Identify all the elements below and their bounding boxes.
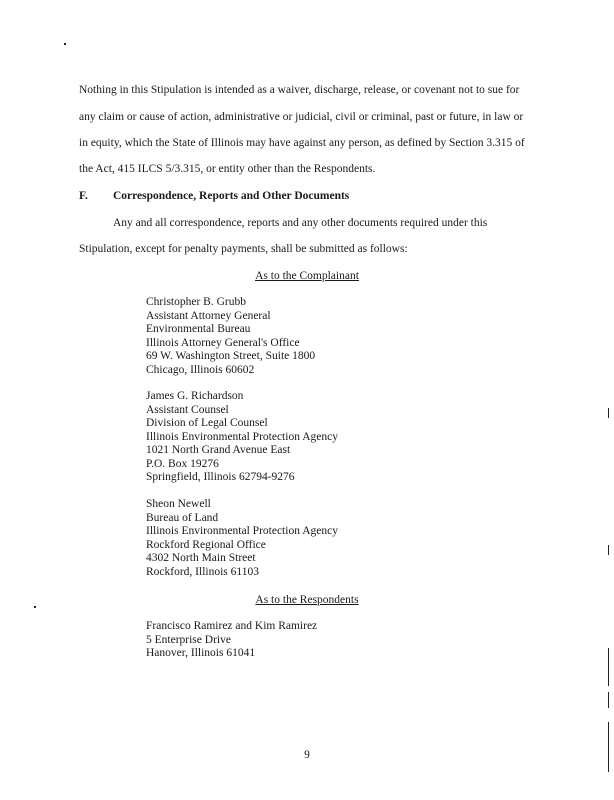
address-block-grubb [146,296,315,377]
address-line: Assistant Counsel [146,403,229,416]
address-line: Hanover, Illinois 61041 [146,647,256,659]
address-line: Rockford Regional Office [146,538,266,551]
complainant-heading: As to the Complainant [255,270,359,282]
scan-dot [64,43,66,45]
address-line: 4302 North Main Street [146,552,256,564]
address-line: Chicago, Illinois 60602 [146,363,255,376]
intro-line-1: Any and all correspondence, reports and any other documents required under this [113,217,488,229]
address-block-ramirez [146,620,317,661]
page-number: 9 [304,749,310,761]
paragraph-line-4: the Act, 415 ILCS 5/3.315, or entity other than the Respondents. [79,163,376,175]
address-line: 5 Enterprise Drive [146,633,231,646]
address-line: Christopher B. Grubb [146,296,246,308]
paragraph-line-1: Nothing in this Stipulation is intended as a waiver, discharge, release, or covenant not to sue for [79,84,520,96]
address-line: 69 W. Washington Street, Suite 1800 [146,350,316,362]
scan-mark [608,408,609,418]
address-line: Rockford, Illinois 61103 [146,565,259,578]
address-line: Illinois Attorney General's Office [146,336,300,349]
address-line: Francisco Ramirez and Kim Ramirez [146,620,318,632]
paragraph-line-2: any claim or cause of action, administrative or judicial, civil or criminal, past or future, in law or [79,111,524,123]
scan-dot [34,606,36,608]
address-line: Springfield, Illinois 62794-9276 [146,471,295,483]
paragraph-line-3: in equity, which the State of Illinois may have against any person, as defined by Section 3.315 of [79,137,525,149]
address-line: James G. Richardson [146,390,244,402]
address-line: Bureau of Land [146,511,219,524]
address-line: P.O. Box 19276 [146,457,219,470]
scan-mark [608,692,609,708]
address-line: Assistant Attorney General [146,309,271,322]
respondents-heading: As to the Respondents [255,594,359,606]
section-letter: F. [79,190,88,202]
section-heading: Correspondence, Reports and Other Documents [113,190,350,202]
address-line: Illinois Environmental Protection Agency [146,430,338,443]
address-line: Environmental Bureau [146,323,251,335]
intro-line-2: Stipulation, except for penalty payments, shall be submitted as follows: [79,243,408,255]
scan-mark [608,648,609,686]
address-line: 1021 North Grand Avenue East [146,444,291,456]
scan-mark [608,545,609,555]
address-line: Illinois Environmental Protection Agency [146,525,338,537]
scan-mark [608,722,609,772]
address-block-richardson [146,390,338,485]
address-line: Sheon Newell [146,498,211,510]
address-block-newell [146,498,338,579]
address-line: Division of Legal Counsel [146,417,268,429]
